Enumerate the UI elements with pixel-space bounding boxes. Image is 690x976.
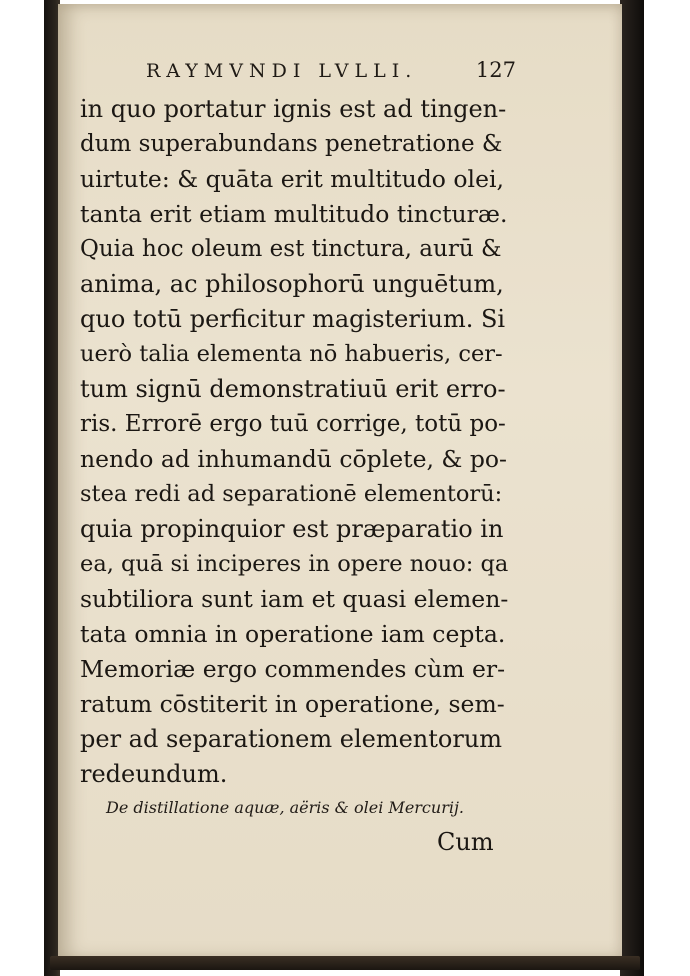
text-line: subtiliora sunt iam et quasi elemen- — [80, 585, 509, 613]
text-line: Quia hoc oleum est tinctura, aurū & — [80, 236, 502, 262]
text-line: stea redi ad separationē elementorū: — [80, 481, 503, 507]
text-line: quia propinquior est præparatio in — [80, 515, 504, 543]
text-line: tata omnia in operatione iam cepta. — [80, 620, 506, 648]
section-heading: De distillatione aquæ, aëris & olei Mercurij. — [106, 798, 465, 817]
text-line: tum signū demonstratiuū erit erro- — [80, 375, 506, 403]
text-line: quo totū perficitur magisterium. Si — [80, 305, 506, 333]
running-head — [146, 58, 516, 88]
text-line: dum superabundans penetratione & — [80, 131, 503, 157]
text-line: nendo ad inhumandū cōplete, & po- — [80, 445, 507, 473]
text-line: ris. Errorē ergo tuū corrige, totū po- — [80, 411, 506, 437]
book-bottom-edge — [50, 956, 640, 970]
text-line: in quo portatur ignis est ad tingen- — [80, 95, 507, 123]
text-line: anima, ac philosophorū unguētum, — [80, 270, 504, 298]
catchword: Cum — [437, 828, 494, 856]
text-line: uirtute: & quāta erit multitudo olei, — [80, 165, 504, 193]
book-fore-edge — [620, 0, 644, 976]
text-line: per ad separationem elementorum — [80, 725, 503, 753]
text-line: redeundum. — [80, 760, 228, 788]
body-text — [80, 92, 510, 792]
text-line: ratum cōstiterit in operatione, sem- — [80, 690, 505, 718]
running-title: RAYMVNDI LVLLI. — [146, 60, 418, 82]
text-line: tanta erit etiam multitudo tincturæ. — [80, 200, 508, 228]
text-line: Memoriæ ergo commendes cùm er- — [80, 655, 506, 683]
text-line: uerò talia elementa nō habueris, cer- — [80, 341, 503, 367]
page-number: 127 — [475, 58, 516, 82]
text-line: ea, quā si inciperes in opere nouo: qa — [80, 551, 509, 577]
